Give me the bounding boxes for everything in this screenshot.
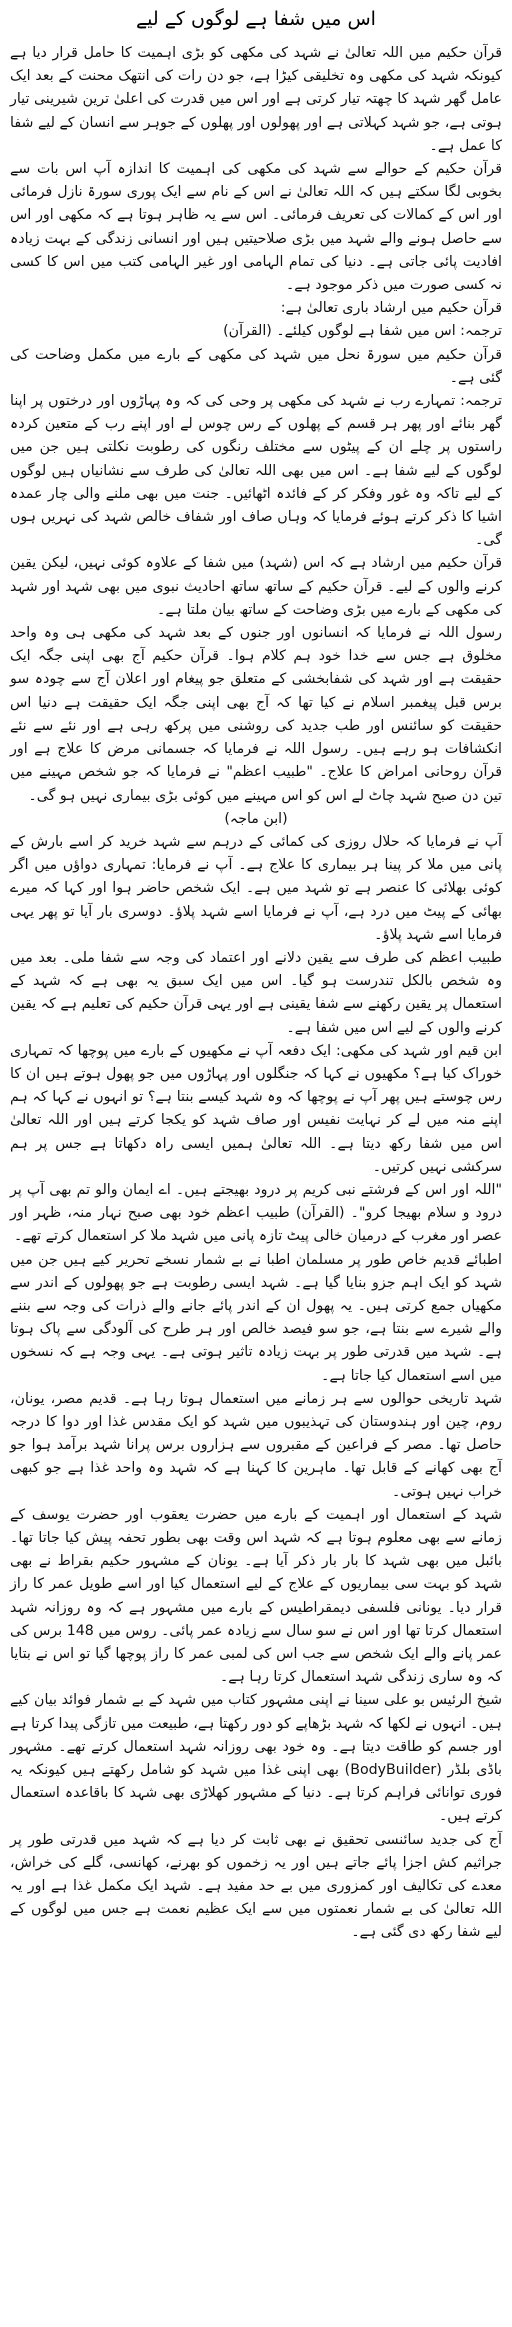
hadith-reference: (ابن ماجہ)	[224, 810, 288, 827]
paragraph: آج کی جدید سائنسی تحقیق نے بھی ثابت کر دیا ہے کہ شہد میں قدرتی طور پر جراثیم کش اجزا پائے جاتے ہیں اور یہ زخموں کو بھرنے، کھانسی، گلے کی خراش، معدے کی تکالیف اور کمزوری میں بے حد مفید ہے۔ شہد ایک مکمل غذا ہے اور یہ اللہ تعالیٰ کی بے شمار نعمتوں میں سے ایک عظیم نعمت ہے جس میں لوگوں کے لیے شفا رکھ دی گئی ہے۔	[10, 1831, 502, 1941]
paragraph: شیخ الرئیس بو علی سینا نے اپنی مشہور کتاب میں شہد کے بے شمار فوائد بیان کیے ہیں۔ انہوں نے لکھا کہ شہد بڑھاپے کو دور رکھتا ہے، طبیعت میں تازگی پیدا کرتا ہے اور جسم کو طاقت دیتا ہے۔ وہ خود بھی روزانہ شہد استعمال کرتے تھے۔ مشہور باڈی بلڈر (BodyBuilder) بھی اپنی غذا میں شہد کو شامل رکھتے ہیں کیونکہ یہ فوری توانائی فراہم کرتا ہے۔ دنیا کے مشہور کھلاڑی بھی شہد کا باقاعدہ استعمال کرتے ہیں۔	[10, 1692, 502, 1825]
paragraph: طبیب اعظم کی طرف سے یقین دلانے اور اعتماد کی وجہ سے شفا ملی۔ بعد میں وہ شخص بالکل تندرست ہو گیا۔ اس میں ایک سبق یہ بھی ہے کہ شہد کے استعمال پر یقین رکھنے سے شفا یقینی ہے اور یہی قرآن حکیم کی تعلیم ہے کہ یقین کرنے والوں کے لیے اس میں شفا ہے۔	[10, 949, 502, 1036]
quran-translation: ترجمہ: اس میں شفا ہے لوگوں کیلئے۔ (القرآن)	[223, 323, 502, 340]
paragraph: ابن قیم اور شہد کی مکھی: ایک دفعہ آپ نے مکھیوں کے بارے میں پوچھا کہ تمہاری خوراک کیا ہے؟ مکھیوں نے کہا کہ جنگلوں اور پہاڑوں میں جو پھول ہوتے ہیں ان کا رس چوستے ہیں پھر آپ نے پوچھا کہ وہ شہد کیسے بنتا ہے؟ تو انہوں نے کہا کہ ہم اپنے منہ میں لے کر نہایت نفیس اور صاف شہد کو یکجا کرتے ہیں اور اللہ تعالیٰ اس میں شفا رکھ دیتا ہے۔ اللہ تعالیٰ ہمیں ایسی راہ دکھاتا ہے جس پر ہم سرکشی نہیں کرتیں۔	[10, 1042, 502, 1175]
paragraph: شہد کے استعمال اور اہمیت کے بارے میں حضرت یعقوب اور حضرت یوسف کے زمانے سے بھی معلوم ہوتا ہے کہ شہد اس وقت بھی بطور تحفہ پیش کیا جاتا تھا۔ بائبل میں بھی شہد کا بار بار ذکر آیا ہے۔ یونان کے مشہور حکیم بقراط نے بھی شہد کو بہت سی بیماریوں کے علاج کے لیے استعمال کیا اور اسے طویل عمر کا راز قرار دیا۔ یونانی فلسفی دیمقراطیس کے بارے میں مشہور ہے کہ وہ روزانہ شہد استعمال کرتا تھا اور اس نے سو سال سے زیادہ عمر پائی۔ روس میں 148 برس کی عمر پانے والے ایک شخص سے جب اس کی لمبی عمر کا راز پوچھا گیا تو اس نے بتایا کہ وہ ساری زندگی شہد استعمال کرتا رہا ہے۔	[10, 1506, 502, 1686]
paragraph: شہد تاریخی حوالوں سے ہر زمانے میں استعمال ہوتا رہا ہے۔ قدیم مصر، یونان، روم، چین اور ہندوستان کی تہذیبوں میں شہد کو ایک مقدس غذا اور دوا کا درجہ حاصل تھا۔ مصر کے فراعین کے مقبروں سے ہزاروں برس پرانا شہد برآمد ہوا جو آج بھی کھانے کے قابل تھا۔ ماہرین کا کہنا ہے کہ شہد وہ واحد غذا ہے جو کبھی خراب نہیں ہوتی۔	[10, 1390, 502, 1500]
paragraph: رسول اللہ نے فرمایا کہ انسانوں اور جنوں کے بعد شہد کی مکھی ہی وہ واحد مخلوق ہے جس سے خدا خود ہم کلام ہوا۔ قرآن حکیم آج بھی اپنی جگہ ایک حقیقت ہے اور شہد کی شفابخشی کے متعلق جو پیغام اور اعلان آج سے چودہ سو برس قبل پیغمبر اسلام نے کیا تھا کہ آج بھی اپنی جگہ ایک حقیقت ہے دنیا اس حقیقت کو سائنس اور طب جدید کی روشنی میں پرکھ رہی ہے اور نئے سے نئے انکشافات ہو رہے ہیں۔ رسول اللہ نے فرمایا کہ جسمانی مرض کا علاج ہے اور قرآن روحانی امراض کا علاج۔ "طبیب اعظم" نے فرمایا کہ جو شخص مہینے میں تین دن صبح شہد چاٹ لے اس کو اس مہینے میں کوئی بڑی بیماری نہیں ہو گی۔	[10, 625, 502, 804]
paragraph: قرآن حکیم میں سورۃ نحل میں شہد کی مکھی کے بارے میں مکمل وضاحت کی گئی ہے۔	[10, 346, 502, 386]
paragraph: آپ نے فرمایا کہ حلال روزی کی کمائی کے درہم سے شہد خرید کر اسے بارش کے پانی میں ملا کر پینا ہر بیماری کا علاج ہے۔ آپ نے فرمایا: تمہاری دواؤں میں اگر کوئی بھلائی کا عنصر ہے تو شہد میں ہے۔ ایک شخص حاضر ہوا اور کہا کہ میرے بھائی کے پیٹ میں درد ہے، آپ نے فرمایا اسے شہد پلاؤ۔ دوسری بار آیا تو پھر یہی فرمایا اسے شہد پلاؤ۔	[10, 833, 502, 943]
paragraph: قرآن حکیم میں اللہ تعالیٰ نے شہد کی مکھی کو بڑی اہمیت کا حامل قرار دیا ہے کیونکہ شہد کی مکھی وہ تخلیقی کیڑا ہے، جو دن رات کی انتھک محنت کے بعد ایک عامل گھر شہد کا چھتہ تیار کرتی ہے اور اس میں قدرت کی اعلیٰ ترین شیرینی تیار ہوتی ہے، جو شہد کہلاتی ہے اور پھولوں اور پھلوں کے جوہر سے انسان کے لیے شفا کا عمل ہے۔	[10, 45, 502, 154]
article-body	[10, 42, 502, 1945]
article-title: اس میں شفا ہے لوگوں کے لیے	[136, 8, 376, 30]
paragraph: ترجمہ: تمہارے رب نے شہد کی مکھی پر وحی کی کہ وہ پہاڑوں اور درختوں پر اپنا گھر بنائے اور پھر ہر قسم کے پھلوں کے رس چوس لے اور اپنے رب کے متعین کردہ راستوں پر چلے ان کے پیٹوں سے مختلف رنگوں کی رطوبت نکلتی ہیں جن میں لوگوں کے لیے شفا ہے۔ اس میں بھی اللہ تعالیٰ کی طرف سے نشانیاں ہیں لوگوں کے لیے تاکہ وہ غور وفکر کر کے فائدہ اٹھائیں۔ جنت میں بھی ملنے والی چار عمدہ اشیا کا ذکر کرتے ہوئے فرمایا کہ وہاں صاف اور شفاف خالص شہد کی نہریں ہوں گی۔	[10, 393, 502, 549]
paragraph: قرآن حکیم کے حوالے سے شہد کی مکھی کی اہمیت کا اندازہ آپ اس بات سے بخوبی لگا سکتے ہیں کہ اللہ تعالیٰ نے اس کے نام سے ایک پوری سورۃ نازل فرمائی اور اس کے کمالات کی تعریف فرمائی۔ اس سے یہ ظاہر ہوتا ہے کہ مکھی اور اس سے حاصل ہونے والے شہد میں بڑی صلاحیتیں ہیں اور انسانی زندگی کے بہت زیادہ افادیت پائی جاتی ہے۔ دنیا کی تمام الہامی اور غیر الہامی کتب میں اس کا کسی نہ کسی صورت میں ذکر موجود ہے۔	[10, 161, 502, 294]
paragraph: اطبائے قدیم خاص طور پر مسلمان اطبا نے بے شمار نسخے تحریر کیے ہیں جن میں شہد کو ایک اہم جزو بنایا گیا ہے۔ شہد ایسی رطوبت ہے جو پھولوں کے اندر سے مکھیاں جمع کرتی ہیں۔ یہ پھول ان کے اندر پائے جانے والے ذرات کی وجہ سے بننے والے شیرے سے بنتا ہے، جو سو فیصد خالص اور ہر طرح کی آلودگی سے پاک ہوتا ہے۔ شہد میں قدرتی طور پر بہت زیادہ تاثیر ہوتی ہے۔ یہی وجہ ہے کہ نسخوں میں اسے استعمال کیا جاتا ہے۔	[10, 1251, 502, 1384]
paragraph: قرآن حکیم میں ارشاد باری تعالیٰ ہے:	[280, 300, 502, 317]
paragraph: "اللہ اور اس کے فرشتے نبی کریم پر درود بھیجتے ہیں۔ اے ایمان والو تم بھی آپ پر درود و سلام بھیجا کرو"۔ (القرآن) طبیب اعظم خود بھی صبح نہار منہ، ظہر اور عصر اور مغرب کے درمیان خالی پیٹ تازہ پانی میں شہد ملا کر استعمال کرتے تھے۔	[10, 1181, 502, 1245]
paragraph: قرآن حکیم میں ارشاد ہے کہ اس (شہد) میں شفا کے علاوہ کوئی نہیں، لیکن یقین کرنے والوں کے لیے۔ قرآن حکیم کے ساتھ ساتھ احادیث نبوی میں بھی شہد اور شہد کی مکھی کے بارے میں بڑی وضاحت کے ساتھ بیان ملتا ہے۔	[10, 555, 502, 618]
